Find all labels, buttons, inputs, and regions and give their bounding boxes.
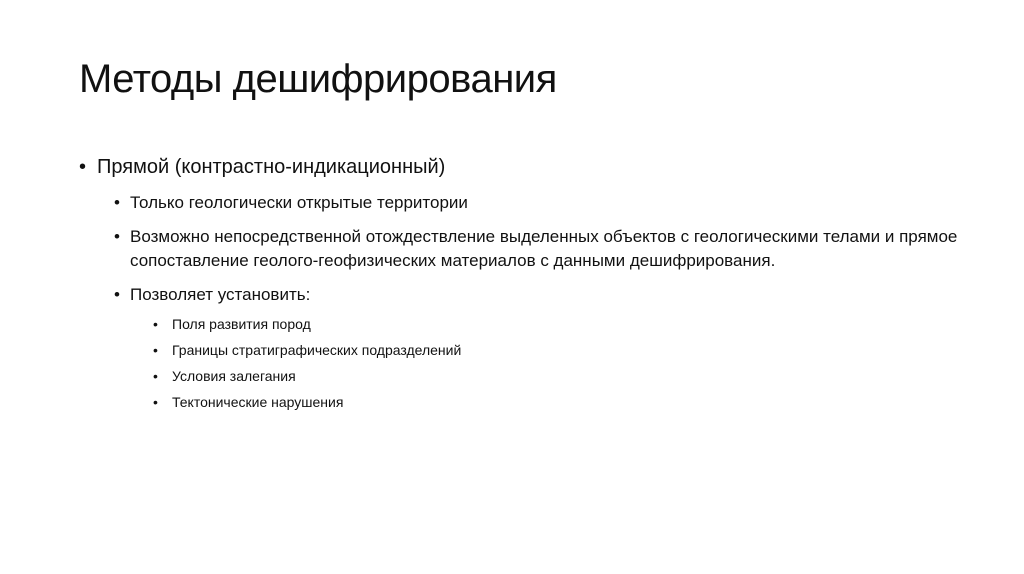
bullet-icon: • (79, 156, 87, 178)
list-item-text: Условия залегания (172, 368, 296, 384)
bullet-list-level-1 (79, 152, 959, 412)
bullet-icon: • (114, 193, 120, 212)
list-item (153, 340, 959, 360)
bullet-icon: • (114, 285, 120, 304)
list-item-direct-method (79, 152, 959, 412)
bullet-icon: • (153, 316, 158, 332)
list-item-text: Поля развития пород (172, 316, 311, 332)
list-item-text: Прямой (контрастно-индикационный) (97, 156, 446, 178)
bullet-icon: • (153, 368, 158, 384)
slide-content (79, 152, 959, 422)
list-item (153, 314, 959, 334)
bullet-icon: • (153, 342, 158, 358)
list-item-text: Возможно непосредственной отождествление выделенных объектов с геологическими телами и прямое сопоставление геолого-геофизических материалов с данными дешифрирования. (130, 227, 958, 270)
list-item (153, 392, 959, 412)
bullet-list-level-3 (153, 314, 959, 412)
bullet-icon: • (114, 227, 120, 246)
list-item-text: Тектонические нарушения (172, 394, 344, 410)
slide-title: Методы дешифрирования (79, 57, 557, 101)
bullet-list-level-2 (114, 191, 959, 412)
bullet-icon: • (153, 394, 158, 410)
list-item (114, 283, 959, 412)
list-item-text: Только геологически открытые территории (130, 193, 468, 212)
list-item (153, 366, 959, 386)
list-item-text: Позволяет установить: (130, 285, 311, 304)
list-item-text: Границы стратиграфических подразделений (172, 342, 462, 358)
list-item (114, 225, 959, 273)
list-item (114, 191, 959, 215)
